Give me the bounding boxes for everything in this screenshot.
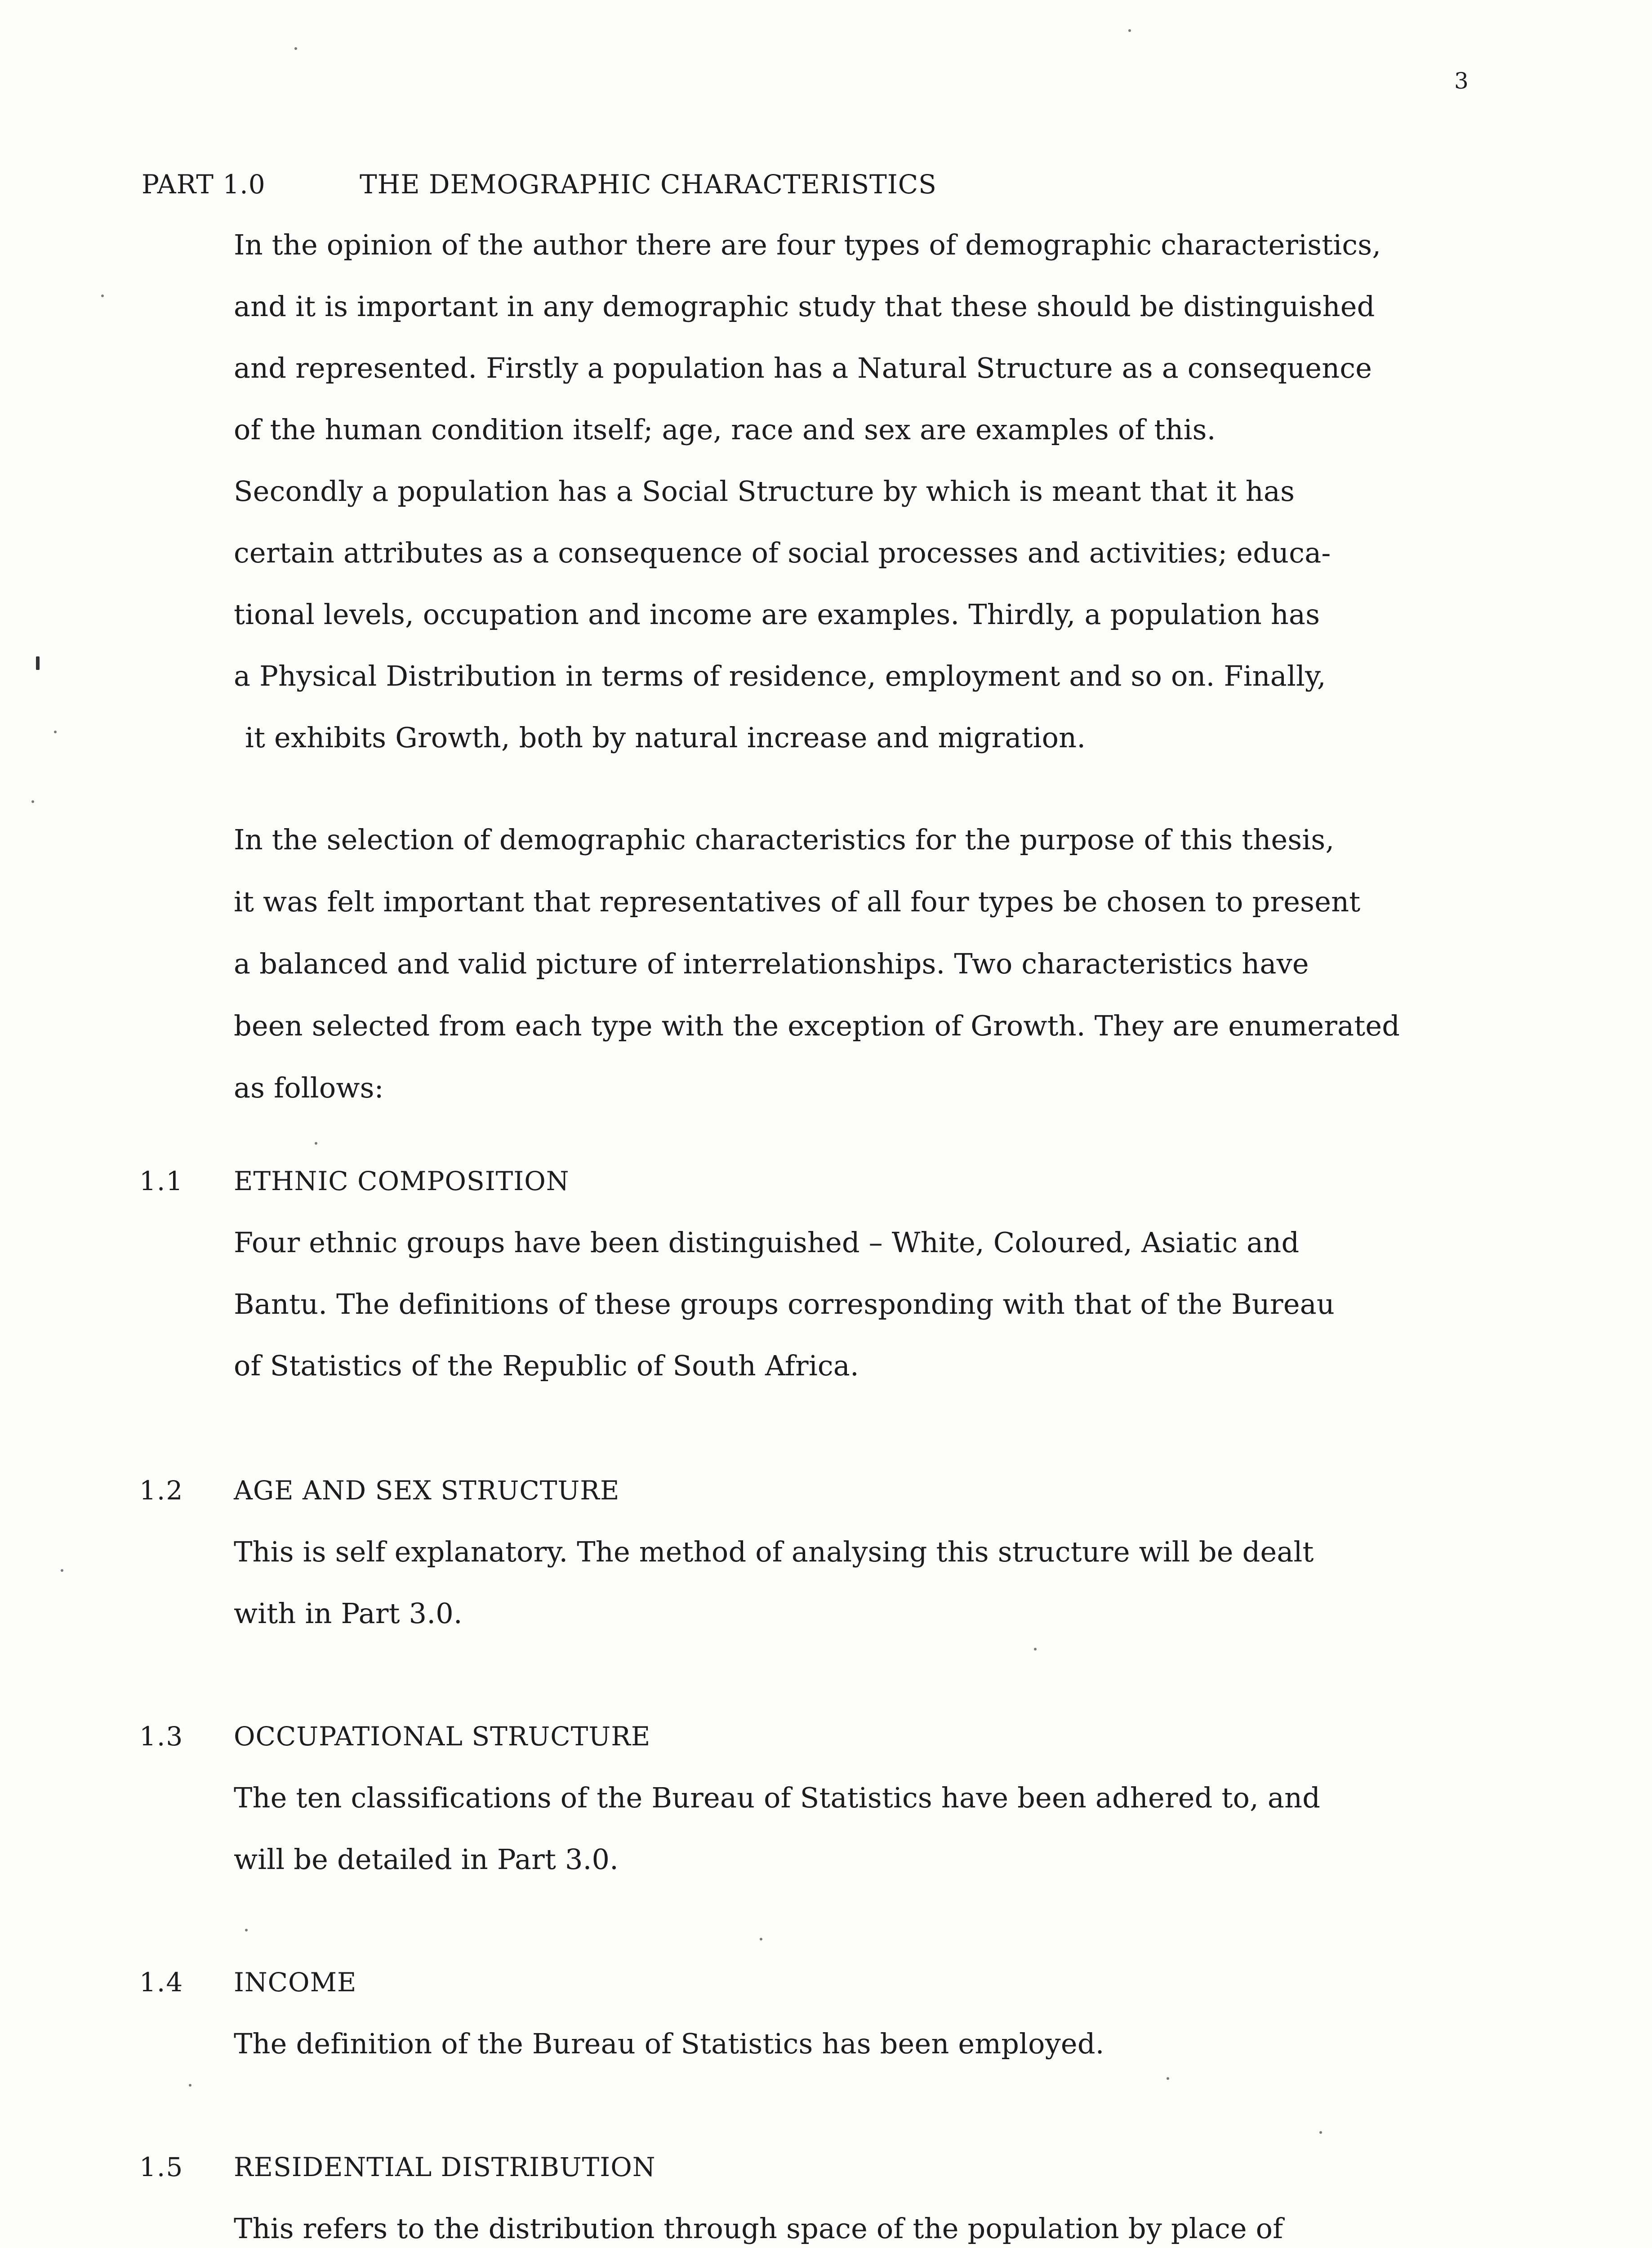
scan-speck xyxy=(245,1929,248,1931)
section-number: 1.1 xyxy=(139,1166,184,1196)
scan-speck xyxy=(54,731,57,733)
scan-speck xyxy=(36,656,40,670)
paragraph-line: of the human condition itself; age, race and sex are examples of this. xyxy=(234,413,1216,446)
section-line: of Statistics of the Republic of South Africa. xyxy=(234,1349,859,1382)
paragraph-line: certain attributes as a consequence of social processes and activities; educa- xyxy=(234,536,1331,569)
scan-speck xyxy=(760,1938,762,1940)
section-title: OCCUPATIONAL STRUCTURE xyxy=(234,1721,651,1752)
part-title: THE DEMOGRAPHIC CHARACTERISTICS xyxy=(360,169,937,200)
paragraph-line: a balanced and valid picture of interrelationships. Two characteristics have xyxy=(234,947,1309,980)
section-title: INCOME xyxy=(234,1967,357,1998)
paragraph-line: it exhibits Growth, both by natural increase and migration. xyxy=(245,721,1086,754)
paragraph-line: it was felt important that representatives of all four types be chosen to present xyxy=(234,885,1361,918)
scan-speck xyxy=(1167,2077,1169,2080)
paragraph-line: and it is important in any demographic study that these should be distinguished xyxy=(234,290,1375,323)
paragraph-line: In the opinion of the author there are four types of demographic characteristics, xyxy=(234,228,1381,261)
scan-speck xyxy=(1034,1648,1037,1650)
scan-speck xyxy=(315,1142,317,1145)
section-title: AGE AND SEX STRUCTURE xyxy=(234,1475,620,1506)
scan-speck xyxy=(1319,2131,1322,2134)
section-line: with in Part 3.0. xyxy=(234,1597,463,1630)
paragraph-line: as follows: xyxy=(234,1071,384,1104)
scan-speck xyxy=(101,294,104,297)
page-number: 3 xyxy=(1454,68,1469,94)
paragraph-line: In the selection of demographic characteristics for the purpose of this thesis, xyxy=(234,823,1335,856)
scan-speck xyxy=(61,1569,63,1572)
section-line: This is self explanatory. The method of analysing this structure will be dealt xyxy=(234,1535,1314,1568)
scan-speck xyxy=(294,47,297,50)
section-number: 1.5 xyxy=(139,2152,184,2182)
paragraph-line: been selected from each type with the exception of Growth. They are enumerated xyxy=(234,1009,1400,1042)
paragraph-line: and represented. Firstly a population has a Natural Structure as a consequence xyxy=(234,352,1372,384)
section-line: The ten classifications of the Bureau of Statistics have been adhered to, and xyxy=(234,1781,1321,1814)
scan-speck xyxy=(1128,29,1131,32)
section-line: Bantu. The definitions of these groups corresponding with that of the Bureau xyxy=(234,1288,1335,1320)
section-number: 1.4 xyxy=(139,1967,184,1998)
section-title: RESIDENTIAL DISTRIBUTION xyxy=(234,2152,656,2182)
part-number: PART 1.0 xyxy=(142,169,266,200)
scan-speck xyxy=(31,800,34,803)
section-line: Four ethnic groups have been distinguished – White, Coloured, Asiatic and xyxy=(234,1226,1300,1259)
scan-speck xyxy=(189,2084,191,2087)
paragraph-line: tional levels, occupation and income are examples. Thirdly, a population has xyxy=(234,598,1320,631)
section-line: The definition of the Bureau of Statistics has been employed. xyxy=(234,2027,1104,2060)
paragraph-line: Secondly a population has a Social Structure by which is meant that it has xyxy=(234,475,1295,508)
section-title: ETHNIC COMPOSITION xyxy=(234,1166,570,1196)
paragraph-line: a Physical Distribution in terms of residence, employment and so on. Finally, xyxy=(234,660,1326,692)
section-line: This refers to the distribution through space of the population by place of xyxy=(234,2212,1283,2245)
section-line: will be detailed in Part 3.0. xyxy=(234,1843,619,1876)
section-number: 1.3 xyxy=(139,1721,184,1752)
section-number: 1.2 xyxy=(139,1475,184,1506)
